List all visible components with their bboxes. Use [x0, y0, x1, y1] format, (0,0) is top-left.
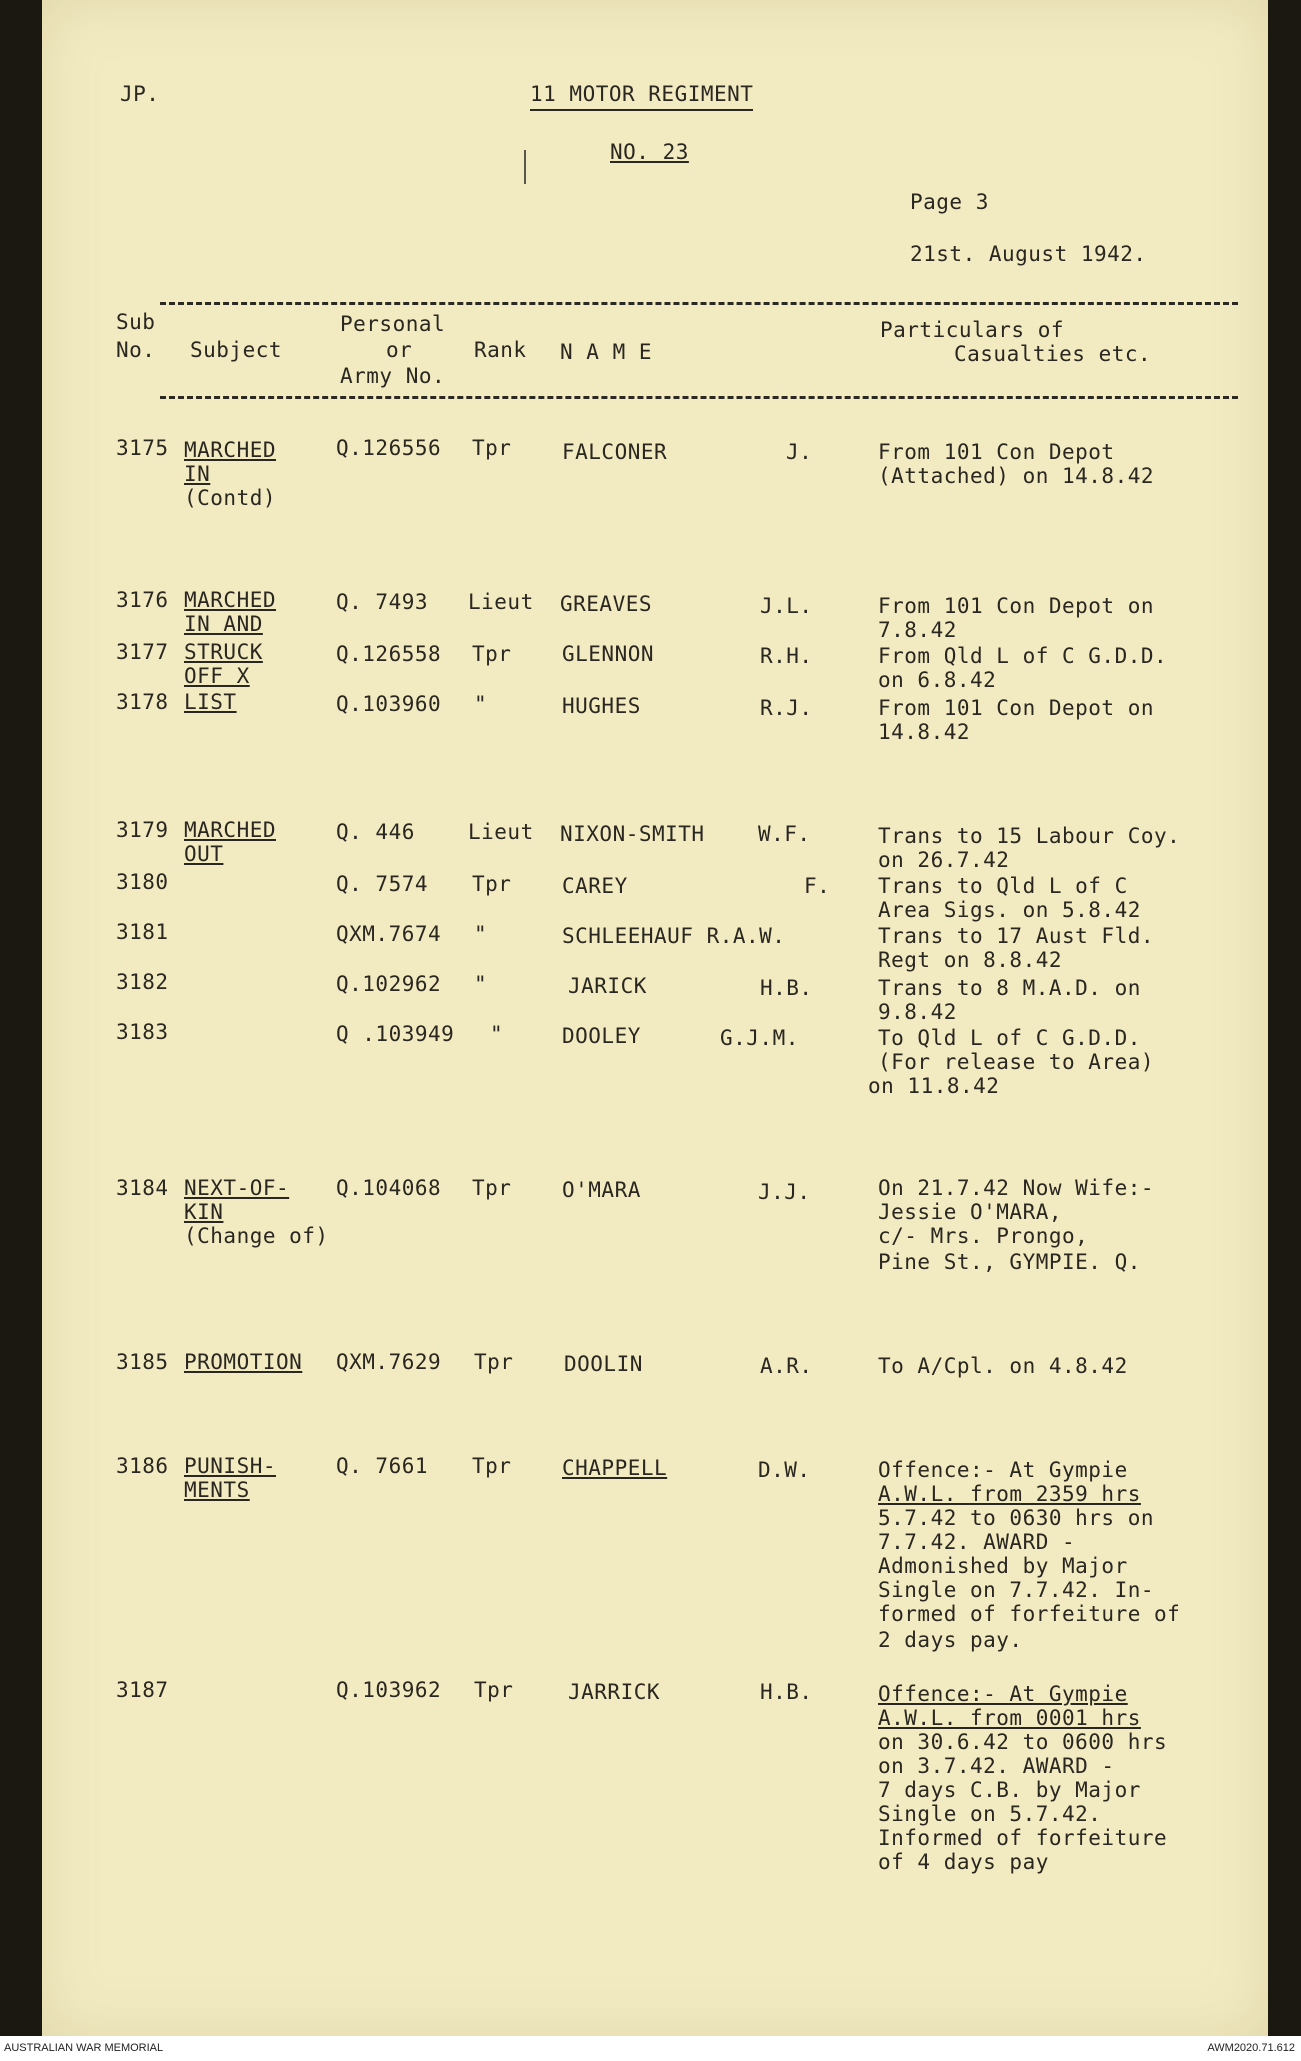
entry-subject-line1: PUNISH- [184, 1454, 277, 1478]
entry-rank: Tpr [472, 436, 512, 460]
entry-particulars-line7: formed of forfeiture of [878, 1602, 1181, 1626]
entry-number: 3183 [116, 1020, 169, 1044]
entry-particulars-line1: Offence:- At Gympie [878, 1458, 1128, 1482]
document-page [42, 0, 1268, 2036]
entry-surname: GLENNON [562, 642, 655, 666]
col-sub-no-line1: Sub [116, 310, 156, 334]
entry-particulars-line8: 2 days pay. [878, 1628, 1023, 1652]
entry-particulars-line3: c/- Mrs. Prongo, [878, 1224, 1089, 1248]
entry-surname: JARRICK [568, 1680, 661, 1704]
entry-number: 3187 [116, 1678, 169, 1702]
entry-particulars-line4: Pine St., GYMPIE. Q. [878, 1250, 1141, 1274]
entry-particulars-line3: on 30.6.42 to 0600 hrs [878, 1730, 1168, 1754]
entry-rank: Tpr [472, 642, 512, 666]
entry-number: 3181 [116, 920, 169, 944]
entry-subject-line2: OUT [184, 842, 224, 866]
entry-initials: H.B. [760, 1680, 813, 1704]
entry-surname: DOOLEY [562, 1024, 641, 1048]
entry-rank: " [474, 922, 488, 946]
entry-army-no: Q.102962 [336, 972, 442, 996]
entry-army-no: Q. 7661 [336, 1454, 429, 1478]
entry-particulars-line1: Trans to 8 M.A.D. on [878, 976, 1141, 1000]
entry-particulars-line2: A.W.L. from 0001 hrs [878, 1706, 1141, 1730]
entry-particulars-line2: 9.8.42 [878, 1000, 957, 1024]
entry-particulars-line2: Jessie O'MARA, [878, 1200, 1063, 1224]
entry-subject-line1: MARCHED [184, 818, 277, 842]
entry-number: 3185 [116, 1350, 169, 1374]
document-title: 11 MOTOR REGIMENT [530, 82, 753, 111]
entry-subject-line1: MARCHED [184, 588, 277, 612]
entry-surname: JARICK [568, 974, 647, 998]
entry-particulars-line1: From 101 Con Depot [878, 440, 1115, 464]
page-number: Page 3 [910, 190, 989, 214]
entry-particulars-line2: (For release to Area) [878, 1050, 1155, 1074]
entry-rank: Tpr [474, 1678, 514, 1702]
entry-army-no: Q. 446 [336, 820, 415, 844]
entry-number: 3177 [116, 640, 169, 664]
entry-particulars-line2: Regt on 8.8.42 [878, 948, 1063, 972]
typist-initials: JP. [120, 82, 160, 106]
entry-particulars-line1: On 21.7.42 Now Wife:- [878, 1176, 1155, 1200]
col-name: N A M E [560, 340, 653, 364]
entry-surname: HUGHES [562, 694, 641, 718]
entry-initials: J.L. [760, 594, 813, 618]
entry-army-no: Q.126558 [336, 642, 442, 666]
col-personal-line2: or [386, 338, 413, 362]
header-divider-top [160, 302, 1238, 305]
entry-army-no: QXM.7629 [336, 1350, 442, 1374]
archive-footer [0, 2036, 1301, 2061]
margin-mark [524, 150, 526, 184]
entry-particulars-line6: Single on 7.7.42. In- [878, 1578, 1155, 1602]
entry-rank: Tpr [474, 1350, 514, 1374]
entry-rank: Tpr [472, 872, 512, 896]
entry-rank: " [474, 692, 488, 716]
entry-surname: NIXON-SMITH [560, 822, 705, 846]
entry-subject-line3: (Contd) [184, 486, 277, 510]
entry-subject-line1: NEXT-OF- [184, 1176, 290, 1200]
entry-initials: J. [786, 440, 813, 464]
entry-subject-line1: MARCHED [184, 438, 277, 462]
entry-particulars-line6: Single on 5.7.42. [878, 1802, 1102, 1826]
entry-particulars-line3: on 11.8.42 [868, 1074, 1000, 1098]
entry-initials: W.F. [758, 822, 811, 846]
entry-particulars-line1: Trans to Qld L of C [878, 874, 1128, 898]
entry-army-no: Q.103962 [336, 1678, 442, 1702]
entry-number: 3180 [116, 870, 169, 894]
entry-army-no: Q.103960 [336, 692, 442, 716]
entry-initials: D.W. [758, 1458, 811, 1482]
entry-surname: O'MARA [562, 1178, 641, 1202]
entry-particulars-line7: Informed of forfeiture [878, 1826, 1168, 1850]
col-rank: Rank [474, 338, 527, 362]
entry-particulars-line8: of 4 days pay [878, 1850, 1049, 1874]
entry-particulars-line1: Trans to 17 Aust Fld. [878, 924, 1155, 948]
entry-subject-line3: (Change of) [184, 1224, 329, 1248]
entry-initials: H.B. [760, 976, 813, 1000]
entry-initials: G.J.M. [720, 1026, 799, 1050]
document-date: 21st. August 1942. [910, 242, 1147, 266]
entry-particulars-line4: 7.7.42. AWARD - [878, 1530, 1076, 1554]
entry-number: 3176 [116, 588, 169, 612]
entry-initials: R.H. [760, 644, 813, 668]
footer-reference: AWM2020.71.612 [1207, 2042, 1295, 2054]
entry-particulars-line1: To Qld L of C G.D.D. [878, 1026, 1141, 1050]
entry-number: 3182 [116, 970, 169, 994]
entry-army-no: Q. 7493 [336, 590, 429, 614]
entry-rank: Lieut [468, 820, 534, 844]
entry-particulars-line2: on 26.7.42 [878, 848, 1010, 872]
entry-subject-line2: OFF X [184, 664, 250, 688]
entry-initials: A.R. [760, 1354, 813, 1378]
entry-surname: CAREY [562, 874, 628, 898]
entry-rank: Tpr [472, 1454, 512, 1478]
entry-number: 3184 [116, 1176, 169, 1200]
col-particulars-line1: Particulars of [880, 318, 1065, 342]
entry-particulars-line5: 7 days C.B. by Major [878, 1778, 1141, 1802]
entry-particulars-line1: From 101 Con Depot on [878, 696, 1155, 720]
col-sub-no-line2: No. [116, 338, 156, 362]
entry-surname: FALCONER [562, 440, 668, 464]
entry-particulars-line2: 14.8.42 [878, 720, 971, 744]
entry-number: 3178 [116, 690, 169, 714]
col-personal-line3: Army No. [340, 364, 446, 388]
col-personal-line1: Personal [340, 312, 446, 336]
entry-subject-line2: IN AND [184, 612, 263, 636]
entry-army-no: Q. 7574 [336, 872, 429, 896]
entry-subject-line1: STRUCK [184, 640, 263, 664]
entry-particulars-line3: 5.7.42 to 0630 hrs on [878, 1506, 1155, 1530]
col-subject: Subject [190, 338, 283, 362]
entry-surname: DOOLIN [564, 1352, 643, 1376]
entry-initials: J.J. [758, 1180, 811, 1204]
col-particulars-line2: Casualties etc. [954, 342, 1152, 366]
entry-particulars-line1: Trans to 15 Labour Coy. [878, 824, 1181, 848]
entry-initials: F. [804, 874, 831, 898]
entry-surname: GREAVES [560, 592, 653, 616]
entry-army-no: Q .103949 [336, 1022, 455, 1046]
entry-rank: " [474, 972, 488, 996]
entry-army-no: Q.126556 [336, 436, 442, 460]
entry-number: 3186 [116, 1454, 169, 1478]
entry-particulars-line2: on 6.8.42 [878, 668, 997, 692]
entry-number: 3175 [116, 436, 169, 460]
order-number: NO. 23 [610, 140, 689, 164]
footer-institution: AUSTRALIAN WAR MEMORIAL [4, 2042, 164, 2054]
entry-surname: CHAPPELL [562, 1456, 668, 1480]
entry-particulars-line1: To A/Cpl. on 4.8.42 [878, 1354, 1128, 1378]
header-divider-bottom [160, 396, 1238, 399]
entry-army-no: QXM.7674 [336, 922, 442, 946]
entry-particulars-line2: (Attached) on 14.8.42 [878, 464, 1155, 488]
entry-particulars-line1: From 101 Con Depot on [878, 594, 1155, 618]
entry-particulars-line2: A.W.L. from 2359 hrs [878, 1482, 1141, 1506]
entry-subject-line2: KIN [184, 1200, 224, 1224]
entry-army-no: Q.104068 [336, 1176, 442, 1200]
entry-subject-line1: PROMOTION [184, 1350, 303, 1374]
entry-subject-line1: LIST [184, 690, 237, 714]
entry-particulars-line1: Offence:- At Gympie [878, 1682, 1128, 1706]
entry-particulars-line5: Admonished by Major [878, 1554, 1128, 1578]
entry-particulars-line2: 7.8.42 [878, 618, 957, 642]
entry-subject-line2: IN [184, 462, 211, 486]
entry-particulars-line1: From Qld L of C G.D.D. [878, 644, 1168, 668]
entry-surname: SCHLEEHAUF R.A.W. [562, 924, 786, 948]
entry-particulars-line2: Area Sigs. on 5.8.42 [878, 898, 1141, 922]
entry-subject-line2: MENTS [184, 1478, 250, 1502]
entry-rank: " [490, 1022, 504, 1046]
entry-rank: Lieut [468, 590, 534, 614]
entry-particulars-line4: on 3.7.42. AWARD - [878, 1754, 1115, 1778]
entry-number: 3179 [116, 818, 169, 842]
entry-initials: R.J. [760, 696, 813, 720]
entry-rank: Tpr [472, 1176, 512, 1200]
